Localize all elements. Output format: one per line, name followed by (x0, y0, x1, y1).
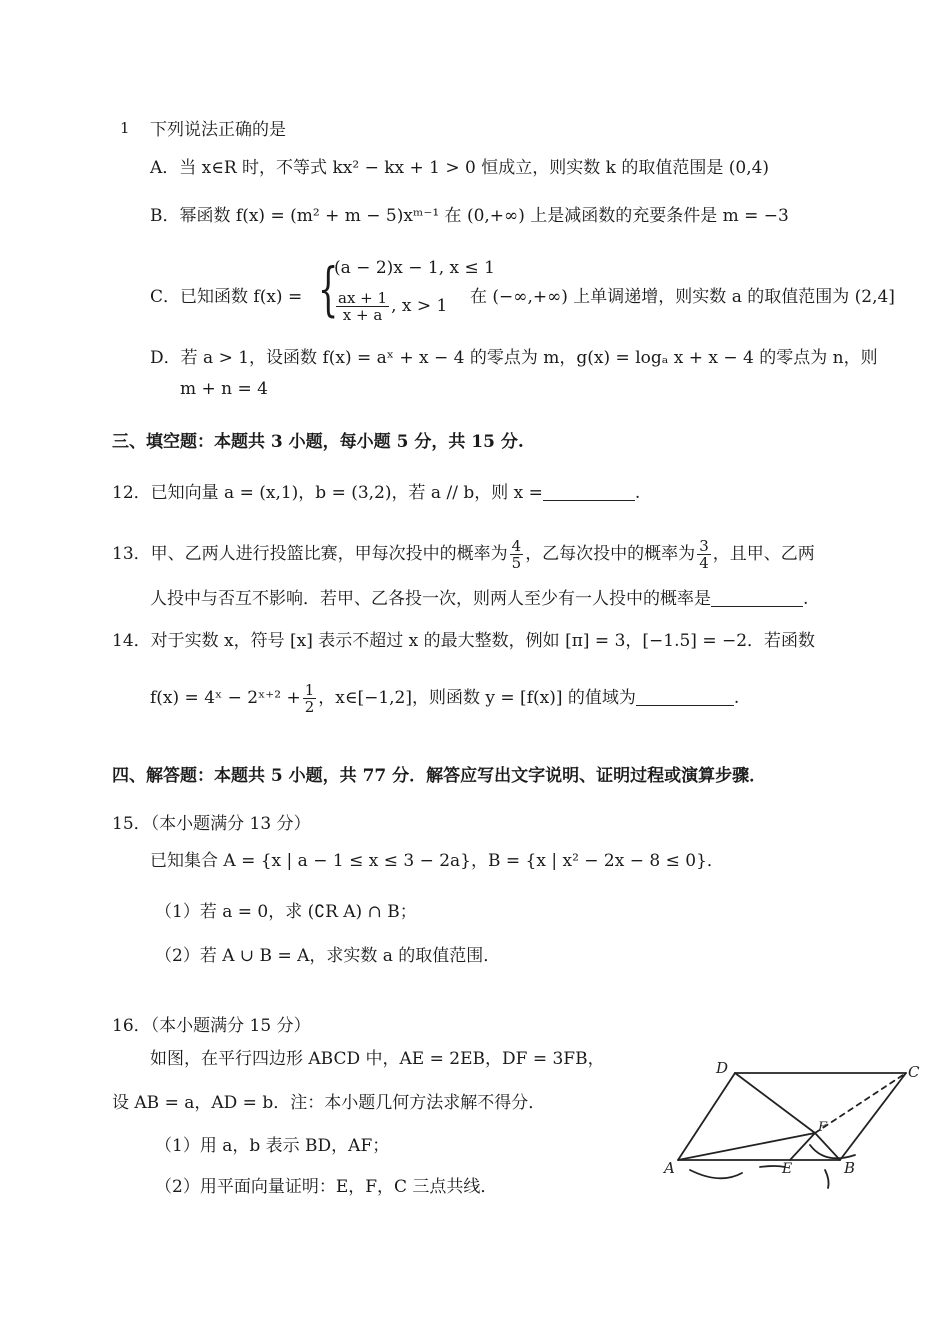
q13-line2: 人投中与否互不影响．若甲、乙各投一次，则两人至少有一人投中的概率是 . (150, 589, 809, 609)
q16-part2: （2）用平面向量证明：E，F，C 三点共线． (155, 1177, 498, 1197)
q11-stem: 下列说法正确的是 (150, 120, 286, 140)
q13-frac-yi: $\frac{3}{4}$ (699, 537, 709, 572)
q16-title: 16．（本小题满分 15 分） (112, 1016, 311, 1036)
q12-answer-blank[interactable] (543, 484, 635, 501)
q13-answer-blank[interactable] (711, 590, 803, 607)
q11-option-c-piece1: (a − 2)x − 1, x ≤ 1 (334, 258, 495, 278)
q11-option-c-tail: 在 (−∞,+∞) 上单调递增，则实数 a 的取值范围为 (2,4] (470, 287, 895, 307)
q12-line: 12．已知向量 a = (x,1)，b = (3,2)，若 a // b，则 x = . (112, 483, 641, 503)
q16-parallelogram-figure (650, 1045, 930, 1195)
section3-heading: 三、填空题：本题共 3 小题，每小题 5 分，共 15 分. (112, 432, 524, 452)
q15-part1: （1）若 a = 0，求 (∁R A) ∩ B； (155, 902, 417, 922)
q15-part2: （2）若 A ∪ B = A，求实数 a 的取值范围． (155, 946, 501, 966)
q11-option-c-label: C．已知函数 f(x) = (150, 287, 303, 307)
label-c: C (908, 1063, 920, 1081)
pencil-arc-b2 (825, 1170, 829, 1188)
q15-stem: 已知集合 A = {x | a − 1 ≤ x ≤ 3 − 2a}，B = {x | x² − 2x − 8 ≤ 0}． (150, 851, 724, 871)
q11-option-d-line2: m + n = 4 (180, 379, 268, 399)
label-e: E (782, 1161, 793, 1177)
q14-line1: 14．对于实数 x，符号 [x] 表示不超过 x 的最大整数，例如 [π] = 3，[−1.5] = −2．若函数 (112, 631, 816, 651)
q16-stem-line2: 设 AB = a，AD = b．注：本小题几何方法求解不得分． (112, 1093, 546, 1113)
q15-title: 15．（本小题满分 13 分） (112, 814, 311, 834)
q11-option-a: A．当 x∈R 时，不等式 kx² − kx + 1 > 0 恒成立，则实数 k 的取值范围是 (0,4) (150, 158, 770, 178)
q11-option-c-piecewise: { (a − 2)x − 1, x ≤ 1 $\frac{ax + 1}{x + a}$ , x > 1 (318, 255, 495, 324)
label-b: B (844, 1159, 856, 1177)
edge-da (678, 1073, 735, 1160)
q14-answer-blank[interactable] (636, 689, 734, 706)
q11-option-d-line1: D．若 a > 1，设函数 f(x) = aˣ + x − 4 的零点为 m，g(x) = logₐ x + x − 4 的零点为 n，则 (150, 348, 878, 368)
segment-fb (815, 1133, 840, 1160)
section4-heading: 四、解答题：本题共 5 小题，共 77 分．解答应写出文字说明、证明过程或演算步骤． (112, 766, 767, 786)
pencil-arc-a (690, 1170, 742, 1178)
label-d: D (716, 1059, 729, 1077)
q11-mark: 1 (120, 119, 130, 137)
q14-frac-half: $\frac{1}{2}$ (304, 681, 315, 716)
q11-option-b: B．幂函数 f(x) = (m² + m − 5)xᵐ⁻¹ 在 (0,+∞) 上是减函数的充要条件是 m = −3 (150, 206, 789, 226)
segment-fc (815, 1073, 906, 1133)
q14-line2: f(x) = 4ˣ − 2ˣ⁺² + $\frac{1}{2}$ ，x∈[−1,2]，则函数 y = [f(x)] 的值域为 . (150, 681, 740, 716)
q13-line1: 13．甲、乙两人进行投篮比赛，甲每次投中的概率为 $\frac{4}{5}$ ，乙每次投中的概率为 $\frac{3}{4}$ ，且甲、乙两 (112, 537, 815, 572)
q16-part1: （1）用 a，b 表示 BD，AF； (155, 1136, 390, 1156)
segment-df (735, 1073, 815, 1133)
q13-frac-jia: $\frac{4}{5}$ (511, 537, 522, 572)
edge-bc (840, 1073, 906, 1160)
label-a: A (664, 1159, 675, 1177)
label-f: F (818, 1120, 828, 1135)
q11-option-c-piece2: $\frac{ax + 1}{x + a}$ , x > 1 (338, 289, 448, 324)
q16-stem-line1: 如图，在平行四边形 ABCD 中，AE = 2EB，DF = 3FB， (150, 1049, 605, 1069)
